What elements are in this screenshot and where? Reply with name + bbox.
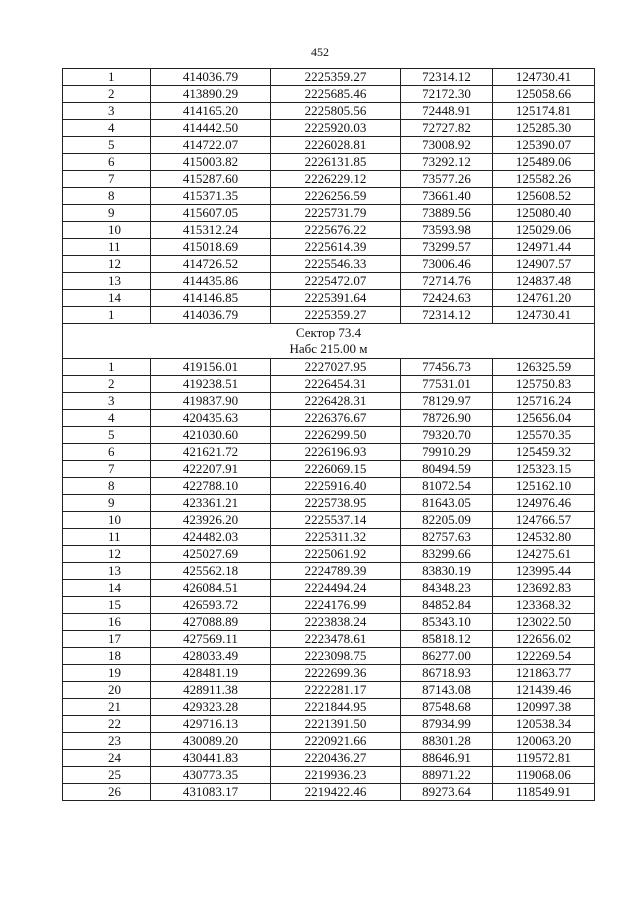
- table-row: [63, 495, 595, 512]
- local-y-cell: 124730.41: [493, 307, 595, 324]
- point-number-cell: 26: [63, 784, 151, 801]
- table-row: [63, 699, 595, 716]
- point-number-cell: 22: [63, 716, 151, 733]
- table-row: [63, 444, 595, 461]
- local-y-cell: 125285.30: [493, 120, 595, 137]
- local-y-cell: 124971.44: [493, 239, 595, 256]
- local-y-cell: 124532.80: [493, 529, 595, 546]
- local-y-cell: 124275.61: [493, 546, 595, 563]
- point-number-cell: 15: [63, 597, 151, 614]
- y-coordinate-cell: 2226069.15: [271, 461, 401, 478]
- local-y-cell: 125459.32: [493, 444, 595, 461]
- table-row: [63, 784, 595, 801]
- table-row: [63, 393, 595, 410]
- table-row: [63, 478, 595, 495]
- point-number-cell: 7: [63, 461, 151, 478]
- y-coordinate-cell: 2225391.64: [271, 290, 401, 307]
- table-row: [63, 103, 595, 120]
- point-number-cell: 9: [63, 495, 151, 512]
- y-coordinate-cell: 2224789.39: [271, 563, 401, 580]
- local-y-cell: 122656.02: [493, 631, 595, 648]
- local-y-cell: 124976.46: [493, 495, 595, 512]
- y-coordinate-cell: 2225061.92: [271, 546, 401, 563]
- local-y-cell: 125582.26: [493, 171, 595, 188]
- x-coordinate-cell: 419837.90: [151, 393, 271, 410]
- local-x-cell: 72727.82: [401, 120, 493, 137]
- x-coordinate-cell: 420435.63: [151, 410, 271, 427]
- x-coordinate-cell: 425027.69: [151, 546, 271, 563]
- x-coordinate-cell: 414165.20: [151, 103, 271, 120]
- table-row: [63, 750, 595, 767]
- table-row: [63, 461, 595, 478]
- local-x-cell: 72424.63: [401, 290, 493, 307]
- sector-title: Сектор 73.4: [295, 325, 362, 340]
- y-coordinate-cell: 2222281.17: [271, 682, 401, 699]
- sector-header: [63, 324, 595, 359]
- table-row: [63, 154, 595, 171]
- y-coordinate-cell: 2225359.27: [271, 307, 401, 324]
- local-y-cell: 124837.48: [493, 273, 595, 290]
- x-coordinate-cell: 414435.86: [151, 273, 271, 290]
- local-y-cell: 125080.40: [493, 205, 595, 222]
- table-row: [63, 222, 595, 239]
- local-x-cell: 72314.12: [401, 307, 493, 324]
- sector-height: Набс 215.00 м: [289, 341, 368, 356]
- coordinates-table-body: [63, 69, 595, 801]
- x-coordinate-cell: 419238.51: [151, 376, 271, 393]
- local-y-cell: 125162.10: [493, 478, 595, 495]
- y-coordinate-cell: 2220436.27: [271, 750, 401, 767]
- local-y-cell: 121439.46: [493, 682, 595, 699]
- local-x-cell: 73593.98: [401, 222, 493, 239]
- table-row: [63, 205, 595, 222]
- local-y-cell: 119572.81: [493, 750, 595, 767]
- x-coordinate-cell: 427569.11: [151, 631, 271, 648]
- table-row: [63, 69, 595, 86]
- table-row: [63, 410, 595, 427]
- local-y-cell: 125656.04: [493, 410, 595, 427]
- local-x-cell: 87934.99: [401, 716, 493, 733]
- table-row: [63, 86, 595, 103]
- local-x-cell: 81072.54: [401, 478, 493, 495]
- y-coordinate-cell: 2225472.07: [271, 273, 401, 290]
- local-x-cell: 82757.63: [401, 529, 493, 546]
- local-y-cell: 120538.34: [493, 716, 595, 733]
- local-x-cell: 84852.84: [401, 597, 493, 614]
- local-x-cell: 85818.12: [401, 631, 493, 648]
- point-number-cell: 20: [63, 682, 151, 699]
- y-coordinate-cell: 2226229.12: [271, 171, 401, 188]
- x-coordinate-cell: 430089.20: [151, 733, 271, 750]
- x-coordinate-cell: 413890.29: [151, 86, 271, 103]
- point-number-cell: 14: [63, 290, 151, 307]
- local-x-cell: 88301.28: [401, 733, 493, 750]
- y-coordinate-cell: 2225546.33: [271, 256, 401, 273]
- table-row: [63, 733, 595, 750]
- x-coordinate-cell: 429323.28: [151, 699, 271, 716]
- local-x-cell: 73006.46: [401, 256, 493, 273]
- local-x-cell: 88971.22: [401, 767, 493, 784]
- y-coordinate-cell: 2226428.31: [271, 393, 401, 410]
- y-coordinate-cell: 2222699.36: [271, 665, 401, 682]
- point-number-cell: 18: [63, 648, 151, 665]
- x-coordinate-cell: 415003.82: [151, 154, 271, 171]
- point-number-cell: 13: [63, 273, 151, 290]
- local-x-cell: 79320.70: [401, 427, 493, 444]
- y-coordinate-cell: 2225738.95: [271, 495, 401, 512]
- x-coordinate-cell: 415607.05: [151, 205, 271, 222]
- table-row: [63, 767, 595, 784]
- x-coordinate-cell: 415287.60: [151, 171, 271, 188]
- local-y-cell: 122269.54: [493, 648, 595, 665]
- y-coordinate-cell: 2226376.67: [271, 410, 401, 427]
- y-coordinate-cell: 2223478.61: [271, 631, 401, 648]
- local-x-cell: 85343.10: [401, 614, 493, 631]
- point-number-cell: 12: [63, 256, 151, 273]
- point-number-cell: 8: [63, 188, 151, 205]
- x-coordinate-cell: 414036.79: [151, 69, 271, 86]
- x-coordinate-cell: 415018.69: [151, 239, 271, 256]
- table-row: [63, 716, 595, 733]
- table-row: [63, 239, 595, 256]
- table-row: [63, 359, 595, 376]
- local-y-cell: 125029.06: [493, 222, 595, 239]
- local-x-cell: 73008.92: [401, 137, 493, 154]
- x-coordinate-cell: 422207.91: [151, 461, 271, 478]
- local-x-cell: 73292.12: [401, 154, 493, 171]
- x-coordinate-cell: 422788.10: [151, 478, 271, 495]
- local-x-cell: 77531.01: [401, 376, 493, 393]
- y-coordinate-cell: 2223098.75: [271, 648, 401, 665]
- y-coordinate-cell: 2219936.23: [271, 767, 401, 784]
- table-row: [63, 290, 595, 307]
- local-y-cell: 124766.57: [493, 512, 595, 529]
- y-coordinate-cell: 2223838.24: [271, 614, 401, 631]
- y-coordinate-cell: 2225916.40: [271, 478, 401, 495]
- x-coordinate-cell: 425562.18: [151, 563, 271, 580]
- local-x-cell: 78129.97: [401, 393, 493, 410]
- table-row: [63, 563, 595, 580]
- table-row: [63, 427, 595, 444]
- x-coordinate-cell: 430773.35: [151, 767, 271, 784]
- point-number-cell: 14: [63, 580, 151, 597]
- local-y-cell: 126325.59: [493, 359, 595, 376]
- local-x-cell: 73299.57: [401, 239, 493, 256]
- y-coordinate-cell: 2225685.46: [271, 86, 401, 103]
- local-x-cell: 81643.05: [401, 495, 493, 512]
- y-coordinate-cell: 2227027.95: [271, 359, 401, 376]
- local-y-cell: 125058.66: [493, 86, 595, 103]
- y-coordinate-cell: 2225805.56: [271, 103, 401, 120]
- local-x-cell: 83830.19: [401, 563, 493, 580]
- local-x-cell: 72448.91: [401, 103, 493, 120]
- x-coordinate-cell: 428911.38: [151, 682, 271, 699]
- y-coordinate-cell: 2225311.32: [271, 529, 401, 546]
- x-coordinate-cell: 429716.13: [151, 716, 271, 733]
- local-x-cell: 80494.59: [401, 461, 493, 478]
- local-x-cell: 83299.66: [401, 546, 493, 563]
- y-coordinate-cell: 2224176.99: [271, 597, 401, 614]
- point-number-cell: 1: [63, 69, 151, 86]
- local-x-cell: 72172.30: [401, 86, 493, 103]
- x-coordinate-cell: 414442.50: [151, 120, 271, 137]
- local-x-cell: 84348.23: [401, 580, 493, 597]
- x-coordinate-cell: 431083.17: [151, 784, 271, 801]
- point-number-cell: 23: [63, 733, 151, 750]
- x-coordinate-cell: 414036.79: [151, 307, 271, 324]
- coordinates-table: [62, 68, 595, 801]
- x-coordinate-cell: 421030.60: [151, 427, 271, 444]
- table-row: [63, 682, 595, 699]
- table-row: [63, 273, 595, 290]
- point-number-cell: 17: [63, 631, 151, 648]
- table-row: [63, 648, 595, 665]
- y-coordinate-cell: 2226196.93: [271, 444, 401, 461]
- y-coordinate-cell: 2226256.59: [271, 188, 401, 205]
- local-x-cell: 72714.76: [401, 273, 493, 290]
- page-number: 452: [311, 45, 329, 59]
- table-row: [63, 171, 595, 188]
- point-number-cell: 19: [63, 665, 151, 682]
- point-number-cell: 9: [63, 205, 151, 222]
- table-row: [63, 597, 595, 614]
- local-x-cell: 73577.26: [401, 171, 493, 188]
- local-x-cell: 89273.64: [401, 784, 493, 801]
- y-coordinate-cell: 2225359.27: [271, 69, 401, 86]
- y-coordinate-cell: 2221391.50: [271, 716, 401, 733]
- point-number-cell: 11: [63, 239, 151, 256]
- point-number-cell: 12: [63, 546, 151, 563]
- point-number-cell: 10: [63, 512, 151, 529]
- table-row: [63, 529, 595, 546]
- y-coordinate-cell: 2221844.95: [271, 699, 401, 716]
- local-y-cell: 118549.91: [493, 784, 595, 801]
- local-y-cell: 121863.77: [493, 665, 595, 682]
- point-number-cell: 7: [63, 171, 151, 188]
- table-row: [63, 256, 595, 273]
- x-coordinate-cell: 427088.89: [151, 614, 271, 631]
- local-y-cell: 124907.57: [493, 256, 595, 273]
- y-coordinate-cell: 2226454.31: [271, 376, 401, 393]
- local-y-cell: 120997.38: [493, 699, 595, 716]
- table-row: [63, 137, 595, 154]
- local-y-cell: 123368.32: [493, 597, 595, 614]
- x-coordinate-cell: 419156.01: [151, 359, 271, 376]
- local-x-cell: 78726.90: [401, 410, 493, 427]
- local-x-cell: 86718.93: [401, 665, 493, 682]
- local-x-cell: 86277.00: [401, 648, 493, 665]
- x-coordinate-cell: 426593.72: [151, 597, 271, 614]
- point-number-cell: 25: [63, 767, 151, 784]
- x-coordinate-cell: 414722.07: [151, 137, 271, 154]
- y-coordinate-cell: 2225731.79: [271, 205, 401, 222]
- local-y-cell: 123692.83: [493, 580, 595, 597]
- table-row: [63, 631, 595, 648]
- point-number-cell: 16: [63, 614, 151, 631]
- table-row: [63, 188, 595, 205]
- x-coordinate-cell: 415312.24: [151, 222, 271, 239]
- local-x-cell: 87143.08: [401, 682, 493, 699]
- table-row: [63, 665, 595, 682]
- local-y-cell: 125390.07: [493, 137, 595, 154]
- local-y-cell: 124730.41: [493, 69, 595, 86]
- y-coordinate-cell: 2226028.81: [271, 137, 401, 154]
- table-row: [63, 614, 595, 631]
- point-number-cell: 24: [63, 750, 151, 767]
- point-number-cell: 5: [63, 137, 151, 154]
- y-coordinate-cell: 2220921.66: [271, 733, 401, 750]
- point-number-cell: 2: [63, 86, 151, 103]
- local-y-cell: 124761.20: [493, 290, 595, 307]
- point-number-cell: 1: [63, 359, 151, 376]
- local-y-cell: 125489.06: [493, 154, 595, 171]
- local-x-cell: 73889.56: [401, 205, 493, 222]
- point-number-cell: 3: [63, 103, 151, 120]
- point-number-cell: 1: [63, 307, 151, 324]
- x-coordinate-cell: 424482.03: [151, 529, 271, 546]
- local-x-cell: 88646.91: [401, 750, 493, 767]
- y-coordinate-cell: 2226299.50: [271, 427, 401, 444]
- point-number-cell: 4: [63, 120, 151, 137]
- local-y-cell: 120063.20: [493, 733, 595, 750]
- x-coordinate-cell: 414146.85: [151, 290, 271, 307]
- point-number-cell: 10: [63, 222, 151, 239]
- y-coordinate-cell: 2225676.22: [271, 222, 401, 239]
- table-row: [63, 512, 595, 529]
- table-row: [63, 307, 595, 324]
- point-number-cell: 4: [63, 410, 151, 427]
- local-x-cell: 87548.68: [401, 699, 493, 716]
- point-number-cell: 2: [63, 376, 151, 393]
- x-coordinate-cell: 428481.19: [151, 665, 271, 682]
- y-coordinate-cell: 2225614.39: [271, 239, 401, 256]
- point-number-cell: 3: [63, 393, 151, 410]
- point-number-cell: 13: [63, 563, 151, 580]
- table-row: [63, 376, 595, 393]
- local-y-cell: 125323.15: [493, 461, 595, 478]
- local-y-cell: 125716.24: [493, 393, 595, 410]
- local-y-cell: 125174.81: [493, 103, 595, 120]
- point-number-cell: 11: [63, 529, 151, 546]
- local-y-cell: 125570.35: [493, 427, 595, 444]
- table-row: [63, 120, 595, 137]
- x-coordinate-cell: 414726.52: [151, 256, 271, 273]
- point-number-cell: 8: [63, 478, 151, 495]
- local-y-cell: 123022.50: [493, 614, 595, 631]
- point-number-cell: 21: [63, 699, 151, 716]
- y-coordinate-cell: 2225537.14: [271, 512, 401, 529]
- sector-header-row: [63, 324, 595, 359]
- y-coordinate-cell: 2224494.24: [271, 580, 401, 597]
- local-y-cell: 123995.44: [493, 563, 595, 580]
- local-y-cell: 125750.83: [493, 376, 595, 393]
- point-number-cell: 6: [63, 154, 151, 171]
- x-coordinate-cell: 423361.21: [151, 495, 271, 512]
- y-coordinate-cell: 2225920.03: [271, 120, 401, 137]
- table-row: [63, 580, 595, 597]
- local-x-cell: 73661.40: [401, 188, 493, 205]
- local-y-cell: 119068.06: [493, 767, 595, 784]
- local-x-cell: 79910.29: [401, 444, 493, 461]
- y-coordinate-cell: 2226131.85: [271, 154, 401, 171]
- local-x-cell: 72314.12: [401, 69, 493, 86]
- x-coordinate-cell: 428033.49: [151, 648, 271, 665]
- x-coordinate-cell: 415371.35: [151, 188, 271, 205]
- point-number-cell: 6: [63, 444, 151, 461]
- x-coordinate-cell: 430441.83: [151, 750, 271, 767]
- local-x-cell: 77456.73: [401, 359, 493, 376]
- local-y-cell: 125608.52: [493, 188, 595, 205]
- point-number-cell: 5: [63, 427, 151, 444]
- table-row: [63, 546, 595, 563]
- y-coordinate-cell: 2219422.46: [271, 784, 401, 801]
- x-coordinate-cell: 421621.72: [151, 444, 271, 461]
- x-coordinate-cell: 426084.51: [151, 580, 271, 597]
- local-x-cell: 82205.09: [401, 512, 493, 529]
- x-coordinate-cell: 423926.20: [151, 512, 271, 529]
